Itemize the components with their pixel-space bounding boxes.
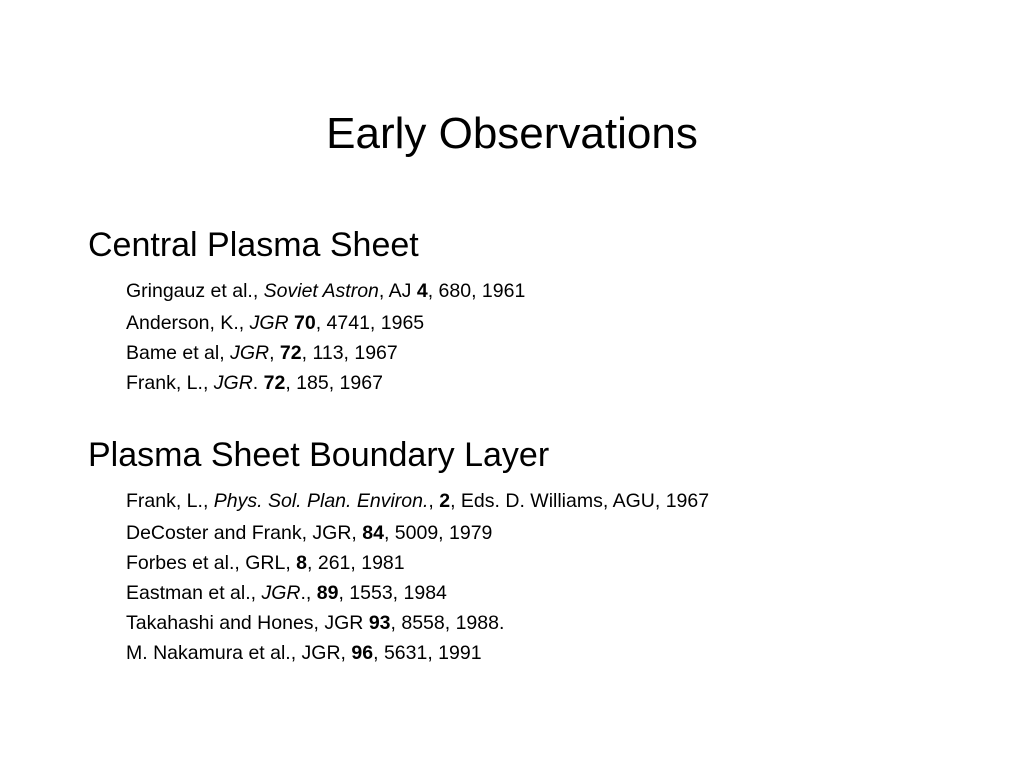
ref-journal: JGR <box>261 582 301 604</box>
ref-author: Gringauz et al., <box>126 280 264 302</box>
ref-author: Bame et al, <box>126 342 231 364</box>
ref-rest: , 5631, 1991 <box>373 642 482 664</box>
ref-volume: 72 <box>263 372 286 394</box>
ref-journal: Phys. Sol. Plan. Environ. <box>213 490 429 512</box>
reference-item <box>126 638 988 668</box>
reference-list <box>88 486 988 668</box>
ref-journal: Soviet Astron <box>263 280 379 302</box>
ref-author: Frank, L., <box>126 490 214 512</box>
ref-volume: 4 <box>416 280 428 302</box>
ref-pre-volume: . <box>252 372 264 394</box>
ref-author: M. Nakamura et al., JGR, <box>126 642 352 664</box>
slide-title: Early Observations <box>326 109 698 158</box>
ref-pre-volume: , AJ <box>378 280 417 302</box>
ref-volume: 72 <box>279 342 302 364</box>
ref-rest: , 4741, 1965 <box>315 312 425 334</box>
reference-item <box>126 578 988 608</box>
ref-author: Frank, L., <box>126 372 214 394</box>
ref-author: Eastman et al., <box>126 582 262 604</box>
ref-author: Forbes et al., GRL, <box>126 552 297 574</box>
section-central-plasma-sheet <box>88 224 988 398</box>
reference-item <box>126 518 988 548</box>
ref-rest: , 113, 1967 <box>301 342 398 364</box>
ref-rest: , Eds. D. Williams, AGU, 1967 <box>450 490 710 512</box>
ref-rest: , 8558, 1988. <box>390 612 505 634</box>
reference-list <box>88 276 988 398</box>
reference-item <box>126 276 988 306</box>
ref-pre-volume: ., <box>300 582 317 604</box>
ref-volume: 84 <box>362 522 384 544</box>
ref-author: Takahashi and Hones, JGR <box>126 612 369 634</box>
reference-item <box>126 548 988 578</box>
ref-rest: , 680, 1961 <box>427 280 526 302</box>
ref-volume: 96 <box>351 642 374 664</box>
ref-author: Anderson, K., <box>126 312 250 334</box>
ref-volume: 2 <box>439 490 451 512</box>
reference-item <box>126 486 988 516</box>
ref-rest: , 185, 1967 <box>285 372 383 394</box>
ref-rest: , 1553, 1984 <box>338 582 447 604</box>
ref-pre-volume: , <box>428 490 440 512</box>
reference-item <box>126 608 988 638</box>
reference-item <box>126 338 988 368</box>
ref-author: DeCoster and Frank, JGR, <box>126 522 363 544</box>
ref-volume: 8 <box>296 552 308 574</box>
reference-item <box>126 368 988 398</box>
ref-volume: 93 <box>368 612 391 634</box>
ref-rest: , 261, 1981 <box>307 552 405 574</box>
ref-journal: JGR <box>230 342 270 364</box>
ref-rest: , 5009, 1979 <box>383 522 493 544</box>
ref-pre-volume: , <box>269 342 280 364</box>
section-plasma-sheet-boundary-layer <box>88 434 988 668</box>
ref-volume: 70 <box>294 312 316 334</box>
ref-journal: JGR <box>213 372 253 394</box>
ref-journal: JGR <box>249 312 289 334</box>
section-heading: Central Plasma Sheet <box>88 226 419 264</box>
reference-item <box>126 308 988 338</box>
section-heading: Plasma Sheet Boundary Layer <box>88 436 550 474</box>
ref-volume: 89 <box>316 582 339 604</box>
